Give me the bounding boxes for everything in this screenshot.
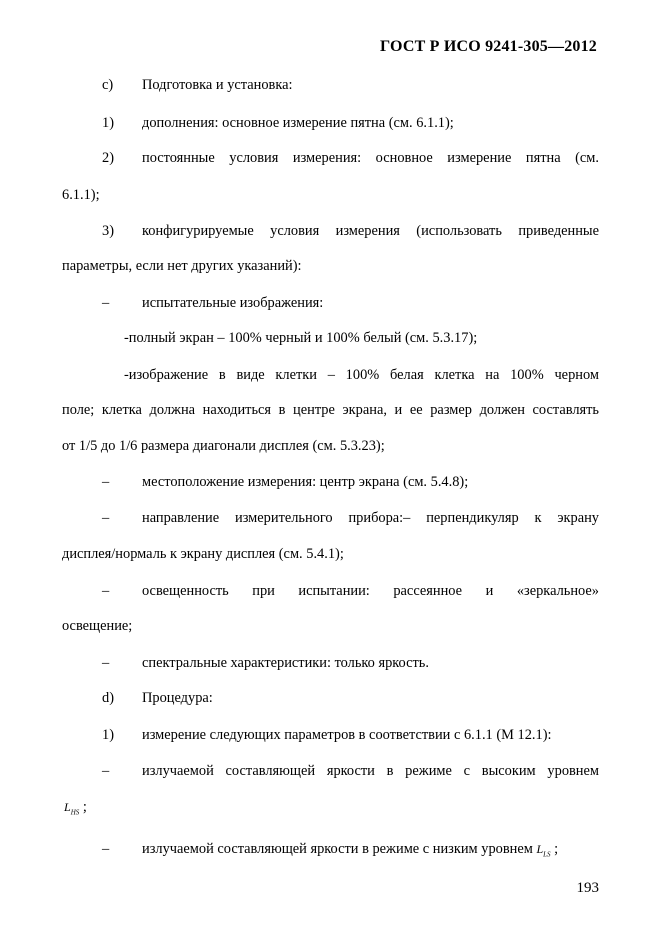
list-item-2-continuation: 6.1.1); [62,187,100,203]
dash-item-illuminance-continuation: освещение; [62,618,133,634]
sub-item-checkerboard-continuation-2: от 1/5 до 1/6 размера диагонали дисплея (см. 5.3.23); [62,438,385,454]
page-header: ГОСТ Р ИСО 9241-305—2012 [380,38,597,55]
dash-marker: – [102,510,110,526]
list-text: измерение следующих параметров в соответствии с 6.1.1 (М 12.1): [142,727,552,743]
dash-marker: – [102,474,110,490]
dash-marker: – [102,655,110,671]
dash-item-direction-continuation: дисплея/нормаль к экрану дисплея (см. 5.4.1); [62,546,344,562]
list-text: Процедура: [142,690,213,706]
list-text: -полный экран – 100% черный и 100% белый (см. 5.3.17); [124,330,478,346]
list-marker: 1) [102,727,114,743]
dash-marker: – [102,841,110,857]
dash-item-high-level-continuation [62,798,599,821]
list-item-3-continuation: параметры, если нет других указаний): [62,258,302,274]
list-text-group [142,840,558,863]
dash-marker: – [102,583,110,599]
punctuation: ; [82,799,87,815]
list-text: дополнения: основное измерение пятна (см. 6.1.1); [142,115,454,131]
list-marker: d) [102,690,114,706]
dash-marker: – [102,295,110,311]
dash-marker: – [102,763,110,779]
punctuation: ; [554,841,559,857]
list-text: испытательные изображения: [142,295,324,311]
list-text: конфигурируемые условия измерения (использовать приведенные [142,223,599,239]
list-text: -изображение в виде клетки – 100% белая клетка на 100% черном [124,367,599,383]
list-marker: c) [102,77,114,93]
list-text: излучаемой составляющей яркости в режиме с высоким уровнем [142,763,599,779]
list-text: местоположение измерения: центр экрана (см. 5.4.8); [142,474,469,490]
list-text: поле; клетка должна находиться в центре экрана, и ее размер должен составлять [62,402,599,418]
page-number: 193 [576,880,599,896]
list-marker: 2) [102,150,114,166]
list-text: постоянные условия измерения: основное измерение пятна (см. [142,150,599,166]
luminance-symbol: $L_{HS}$ [64,800,80,817]
list-marker: 1) [102,115,114,131]
list-text: освещенность при испытании: рассеянное и «зеркальное» [142,583,599,599]
list-text: Подготовка и установка: [142,77,293,93]
luminance-symbol: $L_{LS}$ [536,842,551,859]
list-text: излучаемой составляющей яркости в режиме с низким уровнем [142,841,533,857]
list-text: спектральные характеристики: только яркость. [142,655,429,671]
list-text: направление измерительного прибора:– перпендикуляр к экрану [142,510,599,526]
list-marker: 3) [102,223,114,239]
